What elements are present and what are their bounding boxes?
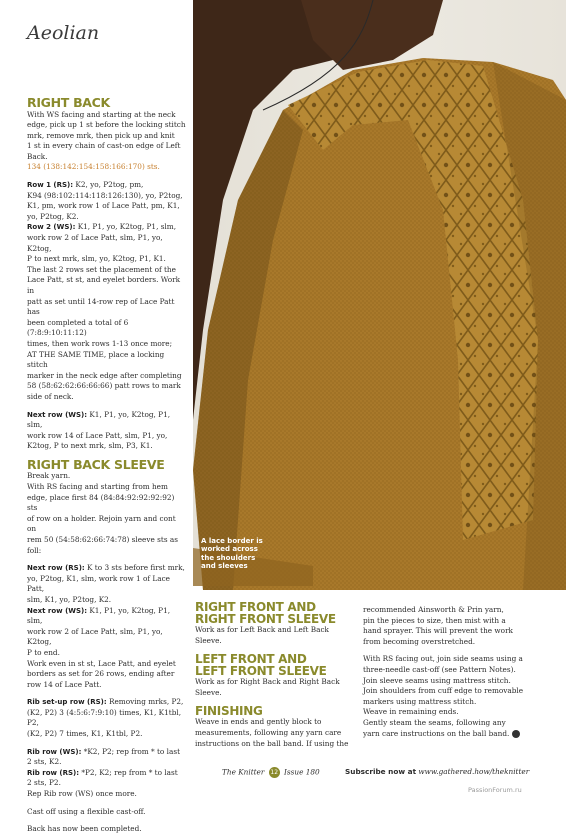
left-column: RIGHT BACK With WS facing and starting at the neck edge, pick up 1 st before the locking stitch mrk, remove mrk, then pick up and knit 1 st in every chain of cast-on edge of Left Back. 134 (138:142:154:158:166:170) sts. Row 1 (RS): K2, yo, P2tog, pm, K94 (98:102:114:118:126:130), yo, P2tog, K1, pm, work row 1 of Lace Patt, pm, K1, yo, P2tog, K2. Row 2 (WS): K1, P1, yo, K2tog, P1, slm, work row 2 of Lace Patt, slm, P1, yo, K2tog, P to next mrk, slm, yo, K2tog, P1, K1. The last 2 rows set the placement of the Lace Patt, st st, and eyelet borders. Work in patt as set until 14-row rep of Lace Patt has been completed a total of 6 (7:8:9:10:11:12) times, then work rows 1-13 once more; AT THE SAME TIME, place a locking stitch marker in the neck edge after completing 58 (58:62:62:66:66:66) patt rows to mark side of neck. Next row (WS): K1, P1, yo, K2tog, P1, slm, work row 14 of Lace Patt, slm, P1, yo, K2tog, P to next mrk, slm, P3, K1. RIGHT BACK SLEEVE Break yarn. With RS facing and starting from hem edge, place first 84 (84:84:92:92:92:92) sts of row on a holder. Rejoin yarn and cont on rem 50 (54:58:62:66:74:78) sleeve sts as foll: Next row (RS): K to 3 sts before first mrk, yo, P2tog, K1, slm, work row 1 of Lace Patt, slm, K1, yo, P2tog, K2. Next row (WS): K1, P1, yo, K2tog, P1, slm, work row 2 of Lace Patt, slm, P1, yo, K2tog, P to end. Work even in st st, Lace Patt, and eyelet borders as set for 26 rows, ending after row 14 of Lace Patt. Rib set-up row (RS): Removing mrks, P2, (K2, P2) 3 (4:5:6:7:9:10) times, K1, K1tbl, P2, (K2, P2) 7 times, K1, K1tbl, P2. Rib row (WS): *K2, P2; rep from * to last 2 sts, K2. Rib row (RS): *P2, K2; rep from * to last 2 sts, P2. Rep Rib row (WS) once more. Cast off using a flexible cast-off. Back has now been completed. bbox=[27, 95, 186, 834]
middle-column: RIGHT FRONT AND RIGHT FRONT SLEEVE Work as for Left Back and Left Back Sleeve. LEFT FRONT AND LEFT FRONT SLEEVE Work as for Right Back and Right Back Sleeve. FINISHING Weave in ends and gently block to measurements, following any yarn care instructions on the ball band. If using the bbox=[195, 601, 355, 749]
page-title: Aeolian bbox=[27, 22, 100, 44]
heading-right-back: RIGHT BACK bbox=[27, 95, 110, 110]
heading-right-back-sleeve: RIGHT BACK SLEEVE bbox=[27, 456, 165, 472]
photo-caption: A lace border is worked across the shoulders and sleeves bbox=[201, 537, 263, 571]
footer-issue: The Knitter 12 Issue 180 bbox=[222, 767, 320, 777]
right-column: recommended Ainsworth & Prin yarn, pin the pieces to size, then mist with a hand sprayer. This will prevent the work from becoming overstretched. With RS facing out, join side seams using a three-needle cast-off (see Pattern Notes). Join sleeve seams using mattress stitch. Join shoulders from cuff edge to removable markers using mattress stitch. Weave in remaining ends. Gently steam the seams, following any yarn care instructions on the ball band. bbox=[363, 605, 524, 738]
stitch-count: 134 (138:142:154:158:166:170) sts. bbox=[27, 162, 160, 172]
heading-finishing: FINISHING bbox=[195, 704, 263, 719]
watermark: PassionForum.ru bbox=[468, 786, 522, 794]
sweater-illustration bbox=[193, 0, 566, 586]
sweater-photo bbox=[193, 0, 566, 586]
page-number-badge: 12 bbox=[270, 769, 279, 776]
subscribe-link[interactable]: www.gathered.how/theknitter bbox=[418, 767, 530, 776]
heading-right-front: RIGHT FRONT AND RIGHT FRONT SLEEVE bbox=[195, 600, 336, 626]
heading-left-front: LEFT FRONT AND LEFT FRONT SLEEVE bbox=[195, 652, 327, 679]
end-mark-icon bbox=[512, 730, 520, 738]
footer-subscribe: Subscribe now at www.gathered.how/theknitter bbox=[345, 767, 530, 776]
